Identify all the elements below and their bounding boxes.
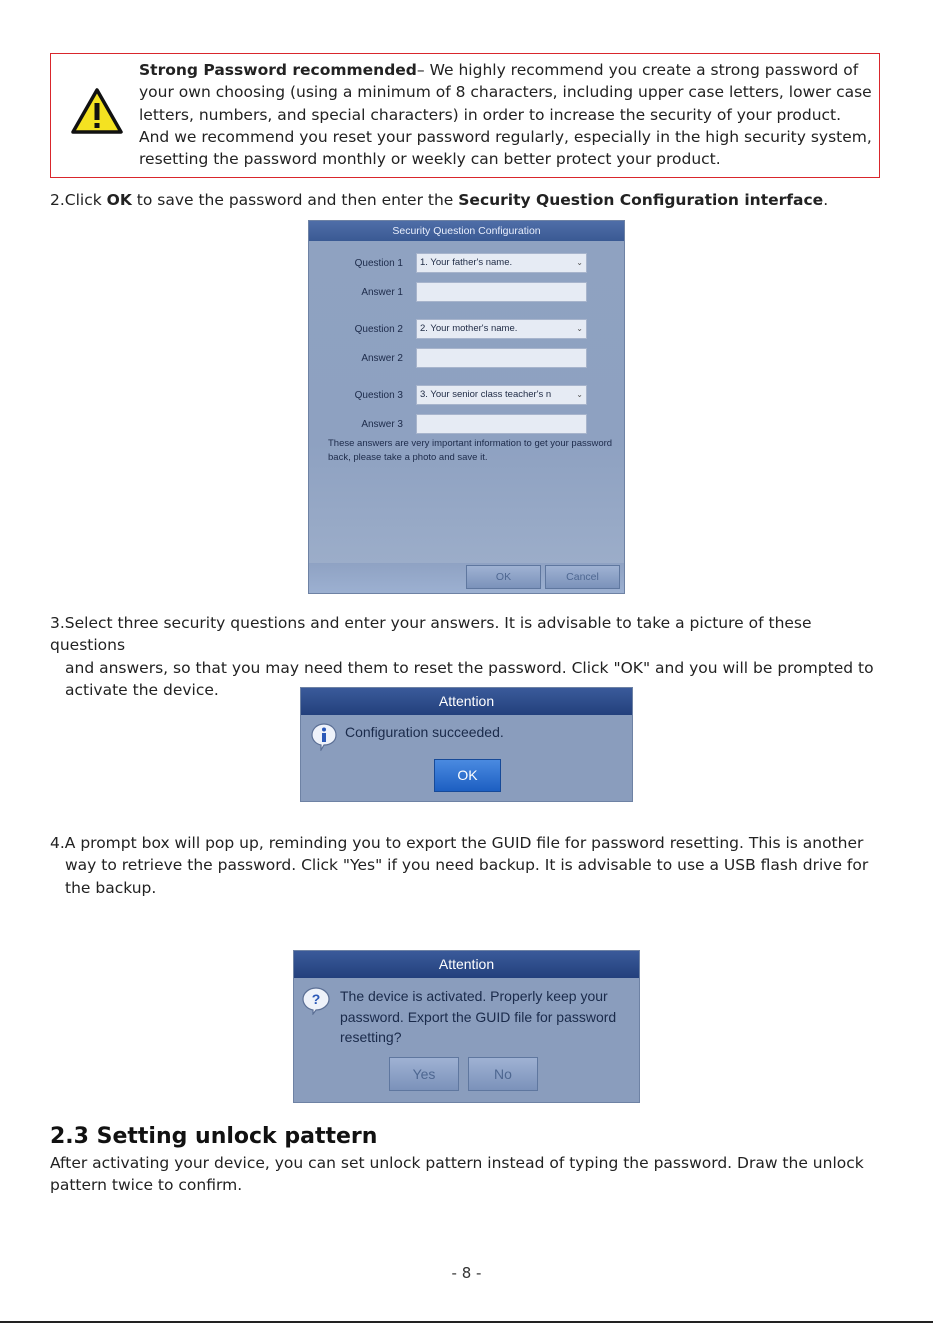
chevron-down-icon: ⌄ [576,390,583,399]
warning-dash: – [416,61,430,79]
answer-3-input[interactable] [416,414,587,434]
step-4-line-2: way to retrieve the password. Click "Yes" if you need backup. It is advisable to use a USB flash drive for [65,856,869,875]
attention-message: Configuration succeeded. [345,724,504,740]
chevron-down-icon: ⌄ [576,258,583,267]
security-note: These answers are very important information to get your password back, please take a photo and save it. [328,438,613,463]
step-4-text [50,832,890,899]
bottom-rule [0,1321,933,1323]
step-4-line-3: the backup. [65,878,157,897]
attention-dialog-guid [293,950,640,1103]
question-1-label: Question 1 [354,258,403,269]
question-1-select[interactable] [416,253,587,273]
info-icon [311,723,337,751]
question-1-value: 1. Your father's name. [420,257,513,268]
section-line-2: pattern twice to confirm. [50,1176,243,1195]
question-3-value: 3. Your senior class teacher's n [420,389,552,400]
step-3-line-3: activate the device. [65,680,219,699]
question-3-select[interactable] [416,385,587,405]
answer-2-input[interactable] [416,348,587,368]
section-line-1: After activating your device, you can set unlock pattern instead of typing the password. Draw the unlock [50,1154,864,1172]
section-body [50,1152,890,1197]
step-3-line-2: and answers, so that you may need them to reset the password. Click "OK" and you will be prompted to [65,658,874,677]
warning-triangle-icon [71,87,123,135]
question-icon [302,987,330,1015]
warning-box [50,53,880,178]
question-2-select[interactable] [416,319,587,339]
step-2-middle: to save the password and then enter the [131,191,459,209]
cancel-button[interactable]: Cancel [545,565,620,589]
answer-1-input[interactable] [416,282,587,302]
step-3-line-1: 3.Select three security questions and enter your answers. It is advisable to take a picture of these questions [50,614,812,655]
question-2-label: Question 2 [354,324,403,335]
step-4-line-1: 4.A prompt box will pop up, reminding you to export the GUID file for password resetting. This is another [50,834,864,852]
question-2-value: 2. Your mother's name. [420,323,518,334]
yes-button[interactable]: Yes [389,1057,459,1091]
answer-3-label: Answer 3 [361,419,403,430]
step-2-text [50,189,890,211]
warning-text [139,59,875,170]
svg-text:?: ? [311,991,321,1007]
step-2-ok: OK [106,191,132,209]
dialog-title: Attention [294,951,639,978]
dialog-title: Attention [301,688,632,715]
warning-heading: Strong Password recommended [139,61,417,79]
answer-2-label: Answer 2 [361,353,403,364]
step-2-suffix: . [823,191,829,209]
security-question-dialog [308,220,625,594]
section-heading: 2.3 Setting unlock pattern [50,1124,378,1149]
answer-1-label: Answer 1 [361,287,403,298]
dialog-title: Security Question Configuration [309,221,624,241]
attention-message: The device is activated. Properly keep your password. Export the GUID file for password resetting? [340,988,617,1045]
ok-button[interactable]: OK [466,565,541,589]
step-2-prefix: 2.Click [50,191,107,209]
attention-dialog-success [300,687,633,802]
page-number: - 8 - [451,1264,482,1282]
ok-button[interactable]: OK [434,759,501,792]
chevron-down-icon: ⌄ [576,324,583,333]
step-2-target: Security Question Configuration interface [458,191,824,209]
no-button[interactable]: No [468,1057,538,1091]
warning-body: We highly recommend you create a strong password of your own choosing (using a minimum of 8 characters, including upper case letters, lower case letters, numbers, and special characters) in order to increase the security of your product. And we recommend you reset your password regularly, especially in the high security system, resetting the password monthly or weekly can better protect your product. [139,61,872,169]
question-3-label: Question 3 [354,390,403,401]
